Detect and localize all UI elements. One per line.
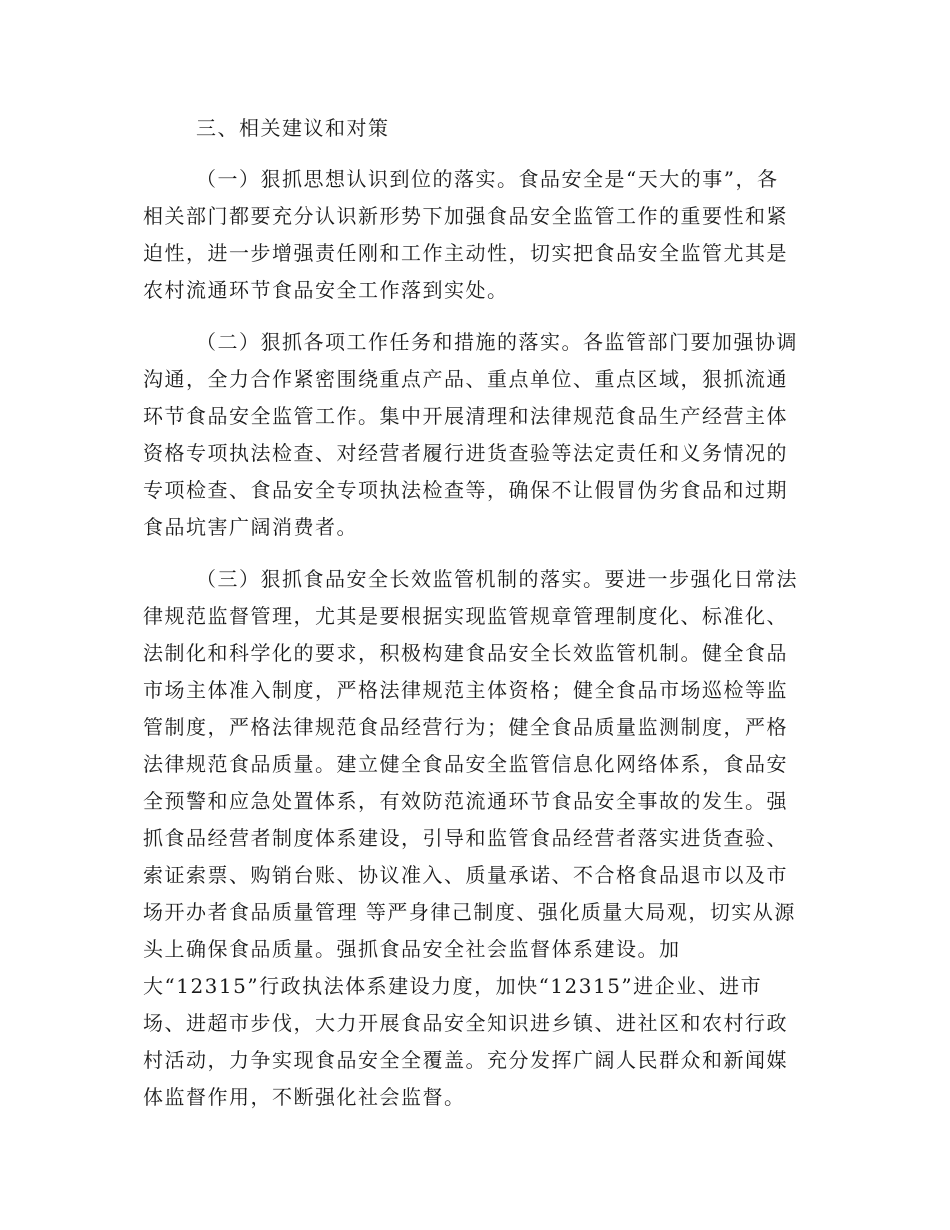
paragraph-line: 大“12315”行政执法体系建设力度，加快“12315”进企业、进市 <box>143 974 763 998</box>
paragraph-line: 法制化和科学化的要求，积极构建食品安全长效监管机制。健全食品 <box>143 641 788 665</box>
paragraph-line: 场开办者食品质量管理 等严身律己制度、强化质量大局观，切实从源 <box>143 900 796 924</box>
paragraph-line: 管制度，严格法律规范食品经营行为；健全食品质量监测制度，严格 <box>143 715 788 739</box>
paragraph-line: 迫性，进一步增强责任刚和工作主动性，切实把食品安全监管尤其是 <box>143 241 788 265</box>
paragraph-line: （三）狠抓食品安全长效监管机制的落实。要进一步强化日常法 <box>196 567 798 591</box>
paragraph-line: 头上确保食品质量。强抓食品安全社会监督体系建设。加 <box>143 937 681 961</box>
paragraph-line: 律规范监督管理，尤其是要根据实现监管规章管理制度化、标准化、 <box>143 604 788 628</box>
paragraph-line: 资格专项执法检查、对经营者履行进货查验等法定责任和义务情况的 <box>143 441 788 465</box>
paragraph-line: 沟通，全力合作紧密围绕重点产品、重点单位、重点区域，狠抓流通 <box>143 367 788 391</box>
paragraph-line: （一）狠抓思想认识到位的落实。食品安全是“天大的事”，各 <box>196 167 779 191</box>
paragraph-line: 市场主体准入制度，严格法律规范主体资格；健全食品市场巡检等监 <box>143 678 788 702</box>
paragraph-line: 抓食品经营者制度体系建设，引导和监管食品经营者落实进货查验、 <box>143 826 788 850</box>
paragraph-line: 环节食品安全监管工作。集中开展清理和法律规范食品生产经营主体 <box>143 404 788 428</box>
paragraph-line: 村活动，力争实现食品安全全覆盖。充分发挥广阔人民群众和新闻媒 <box>143 1048 788 1072</box>
paragraph-line: 全预警和应急处置体系，有效防范流通环节食品安全事故的发生。强 <box>143 789 788 813</box>
paragraph-line: 专项检查、食品安全专项执法检查等，确保不让假冒伪劣食品和过期 <box>143 478 788 502</box>
paragraph-line: 食品坑害广阔消费者。 <box>143 515 358 539</box>
paragraph-line: （二）狠抓各项工作任务和措施的落实。各监管部门要加强协调 <box>196 330 798 354</box>
section-heading: 三、相关建议和对策 <box>196 116 390 140</box>
paragraph-line: 法律规范食品质量。建立健全食品安全监管信息化网络体系，食品安 <box>143 752 788 776</box>
paragraph-line: 体监督作用，不断强化社会监督。 <box>143 1085 466 1109</box>
paragraph-line: 场、进超市步伐，大力开展食品安全知识进乡镇、进社区和农村行政 <box>143 1011 788 1035</box>
paragraph-line: 农村流通环节食品安全工作落到实处。 <box>143 278 509 302</box>
paragraph-line: 相关部门都要充分认识新形势下加强食品安全监管工作的重要性和紧 <box>143 204 788 228</box>
paragraph-line: 索证索票、购销台账、协议准入、质量承诺、不合格食品退市以及市 <box>143 863 788 887</box>
